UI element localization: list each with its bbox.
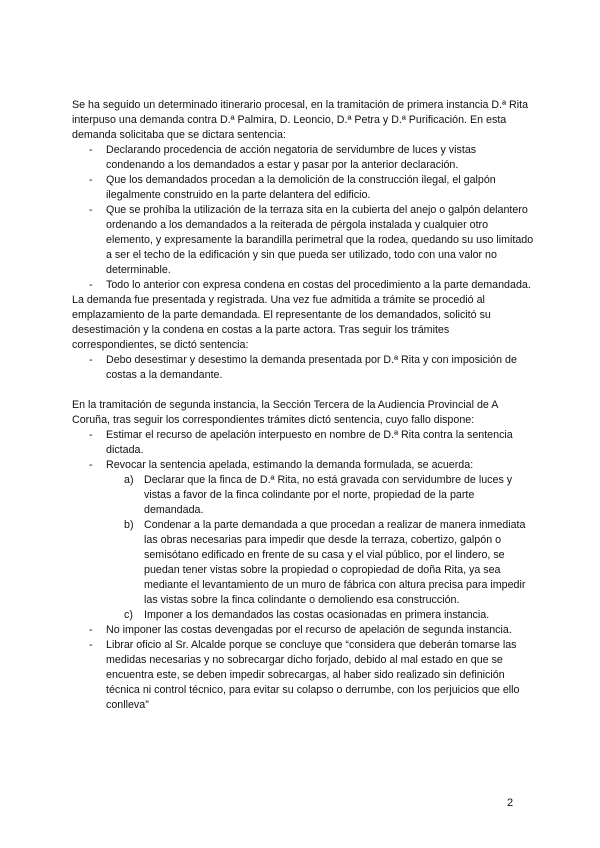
list-item: - Librar oficio al Sr. Alcalde porque se concluye que “considera que deberán tomarse las medidas necesarias y no sobrecargar dicho forjado, debido al mal estado en que se encuentra este, se deben impedir sobrecargas, al haber sido realizado sin definición técnica ni control técnico, para evitar su colapso o derrumbe, con los perjuicios que ello conlleva” bbox=[72, 638, 534, 713]
document-body bbox=[72, 98, 534, 713]
sub-list-item bbox=[106, 518, 534, 608]
requests-list bbox=[72, 143, 534, 293]
list-item: - Declarando procedencia de acción negatoria de servidumbre de luces y vistas condenando a los demandados a estar y pasar por la anterior declaración. bbox=[72, 143, 534, 173]
list-item-text: Revocar la sentencia apelada, estimando la demanda formulada, se acuerda: bbox=[106, 459, 474, 471]
second-instance-paragraph: En la tramitación de segunda instancia, la Sección Tercera de la Audiencia Provincial de A Coruña, tras seguir los correspondientes trámites dictó sentencia, cuyo fallo dispone: bbox=[72, 399, 498, 426]
sub-list bbox=[106, 473, 534, 623]
list-item: - Debo desestimar y desestimo la demanda presentada por D.ª Rita y con imposición de costas a la demandante. bbox=[72, 353, 534, 383]
list-item: - Que se prohíba la utilización de la terraza sita en la cubierta del anejo o galpón delantero ordenando a los demandados a la reiterada de pérgola instalada y cualquier otro elemento, y expresamente la barandilla perimetral que la rodea, quedando su uso limitado a ser el techo de la edificación y sin que pueda ser utilizado, todo con una valor no determinable. bbox=[72, 203, 534, 278]
sub-list-text: Condenar a la parte demandada a que procedan a realizar de manera inmediata las obras necesarias para impedir que desde la terraza, cobertizo, galpón o semisótano edificado en frente de su casa y el vial público, por el lindero, se puedan tener vistas sobre la propiedad o copropiedad de doña Rita, ya sea mediante el levantamiento de un muro de fábrica con altura precisa para impedir las vistas sobre la finca colindante o demoliendo esa construcción. bbox=[144, 519, 526, 606]
list-item: - Estimar el recurso de apelación interpuesto en nombre de D.ª Rita contra la sentencia dictada. bbox=[72, 428, 534, 458]
page-number: 2 bbox=[507, 797, 514, 809]
sub-list-item bbox=[106, 608, 534, 623]
fallo-list bbox=[72, 428, 534, 713]
list-item: - No imponer las costas devengadas por el recurso de apelación de segunda instancia. bbox=[72, 623, 534, 638]
list-item bbox=[72, 458, 534, 623]
list-item: - Que los demandados procedan a la demolición de la construcción ilegal, el galpón ilegalmente construido en la parte delantera del edificio. bbox=[72, 173, 534, 203]
sub-list-marker: b) bbox=[124, 519, 134, 531]
paragraph-spacer bbox=[72, 383, 534, 398]
first-instance-paragraph: La demanda fue presentada y registrada. Una vez fue admitida a trámite se procedió al emplazamiento de la parte demandada. El representante de los demandados, solicitó su desestimación y la condena en costas a la parte actora. Tras seguir los trámites correspondientes, se dictó sentencia: bbox=[72, 294, 491, 351]
first-ruling-list bbox=[72, 353, 534, 383]
list-item: - Todo lo anterior con expresa condena en costas del procedimiento a la parte demandada. bbox=[72, 278, 534, 293]
sub-list-marker: a) bbox=[124, 474, 134, 486]
sub-list-marker: c) bbox=[124, 609, 133, 621]
sub-list-item bbox=[106, 473, 534, 518]
sub-list-text: Declarar que la finca de D.ª Rita, no está gravada con servidumbre de luces y vistas a favor de la finca colindante por el norte, propiedad de la parte demandada. bbox=[144, 474, 513, 516]
intro-paragraph: Se ha seguido un determinado itinerario procesal, en la tramitación de primera instancia D.ª Rita interpuso una demanda contra D.ª Palmira, D. Leoncio, D.ª Petra y D.ª Purificación. En esta demanda solicitaba que se dictara sentencia: bbox=[72, 99, 529, 141]
sub-list-text: Imponer a los demandados las costas ocasionadas en primera instancia. bbox=[144, 609, 490, 621]
